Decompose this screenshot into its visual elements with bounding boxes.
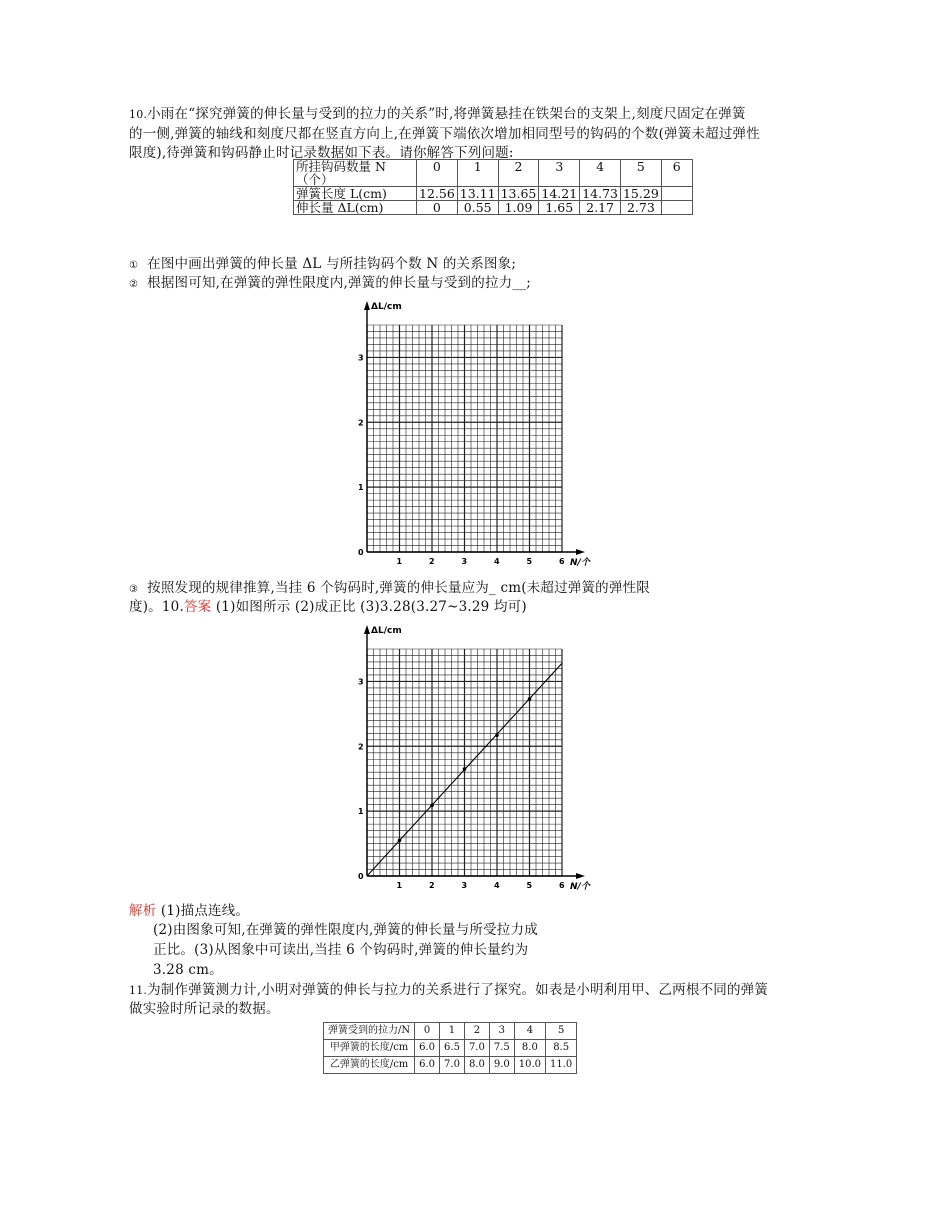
q10-answer-line bbox=[129, 597, 527, 617]
q10-sub2 bbox=[129, 273, 531, 295]
y-tick-label: 3 bbox=[358, 353, 364, 363]
x-axis-label: N/个 bbox=[570, 882, 590, 892]
analysis-text1: (1)描点连线。 bbox=[160, 903, 250, 919]
answer-text: (1)如图所示 (2)成正比 (3)3.28(3.27~3.29 均可) bbox=[215, 599, 527, 615]
q10-table-cell: 4 bbox=[580, 160, 621, 187]
origin-label: 0 bbox=[358, 872, 364, 881]
graph-answer bbox=[350, 622, 610, 892]
q11-table-cell: 6.0 bbox=[415, 1040, 440, 1057]
q11-table-cell: 5 bbox=[546, 1023, 577, 1040]
y-axis-label: ΔL/cm bbox=[371, 626, 402, 636]
q10-table-row-label: 所挂钩码数量 N（个） bbox=[294, 160, 417, 187]
data-point bbox=[430, 804, 434, 808]
q11-table-cell: 4 bbox=[514, 1023, 545, 1040]
q11-table-cell: 10.0 bbox=[514, 1057, 545, 1074]
q11-number: 11. bbox=[129, 984, 148, 997]
x-tick-label: 2 bbox=[429, 557, 435, 566]
q10-table-cell: 1 bbox=[457, 160, 498, 187]
q10-line1 bbox=[129, 104, 746, 125]
q10-sub1-mark: ① bbox=[129, 260, 139, 271]
q10-table-cell bbox=[661, 187, 692, 201]
q10-table-row-label: 弹簧长度 L(cm) bbox=[294, 187, 417, 201]
q10-line2: 的一侧,弹簧的轴线和刻度尺都在竖直方向上,在弹簧下端依次增加相同型号的钩码的个数(弹簧未超过弹性 bbox=[129, 126, 760, 142]
y-tick-label: 3 bbox=[358, 677, 364, 687]
x-axis-arrow bbox=[576, 873, 585, 879]
y-tick-label: 1 bbox=[358, 807, 364, 817]
y-tick-label: 1 bbox=[358, 483, 364, 493]
q11-table-cell: 7.0 bbox=[440, 1057, 465, 1074]
q10-table-cell: 6 bbox=[661, 160, 692, 187]
x-tick-label: 1 bbox=[396, 881, 403, 890]
q11-table-cell: 2 bbox=[464, 1023, 489, 1040]
q11-table-cell: 8.5 bbox=[546, 1040, 577, 1057]
q10-table-cell: 5 bbox=[620, 160, 661, 187]
x-axis-arrow bbox=[576, 549, 585, 555]
q10-table-cell: 3 bbox=[539, 160, 580, 187]
x-tick-label: 5 bbox=[526, 557, 533, 566]
q11-table-cell: 6.5 bbox=[440, 1040, 465, 1057]
q10-sub2-text: 根据图可知,在弹簧的弹性限度内,弹簧的伸长量与受到的拉力__; bbox=[147, 275, 531, 291]
q11-table-row-label: 乙弹簧的长度/cm bbox=[324, 1057, 415, 1074]
analysis-line1 bbox=[129, 901, 249, 921]
q11-table-row bbox=[324, 1057, 577, 1074]
q10-table-row bbox=[294, 201, 693, 215]
q11-table-cell: 7.0 bbox=[464, 1040, 489, 1057]
q11-table-cell: 6.0 bbox=[415, 1057, 440, 1074]
q10-number: 10. bbox=[129, 108, 148, 121]
q10-sub2-mark: ② bbox=[129, 279, 139, 290]
y-axis-arrow bbox=[364, 301, 370, 310]
q11-table-row bbox=[324, 1023, 577, 1040]
q10-sub3-line2: 度)。10. bbox=[129, 599, 184, 615]
q11-table-cell: 7.5 bbox=[489, 1040, 514, 1057]
q10-sub1-text: 在图中画出弹簧的伸长量 ΔL 与所挂钩码个数 N 的关系图象; bbox=[147, 256, 517, 272]
q10-table-cell: 2 bbox=[498, 160, 539, 187]
q11-table-row bbox=[324, 1040, 577, 1057]
q10-line3: 限度),待弹簧和钩码静止时记录数据如下表。请你解答下列问题: bbox=[129, 145, 514, 161]
q10-table-row bbox=[294, 160, 693, 187]
y-axis-arrow bbox=[364, 625, 370, 634]
x-tick-label: 6 bbox=[559, 557, 565, 566]
x-axis-label: N/个 bbox=[570, 558, 590, 568]
data-point bbox=[463, 767, 467, 771]
chart-grid bbox=[367, 325, 562, 552]
q10-table-cell: 14.73 bbox=[580, 187, 621, 201]
x-tick-label: 1 bbox=[396, 557, 403, 566]
origin-label: 0 bbox=[358, 548, 364, 557]
q11-line2: 做实验时所记录的数据。 bbox=[129, 1001, 280, 1017]
data-point bbox=[528, 697, 532, 701]
q11-table-cell: 1 bbox=[440, 1023, 465, 1040]
q11-table-row-label: 弹簧受到的拉力/N bbox=[324, 1023, 415, 1040]
analysis-line2: (2)由图象可知,在弹簧的弹性限度内,弹簧的伸长量与所受拉力成 bbox=[153, 922, 538, 938]
data-point bbox=[495, 733, 499, 737]
q10-table-cell: 15.29 bbox=[620, 187, 661, 201]
y-tick-label: 2 bbox=[358, 742, 364, 752]
q11-table-cell: 9.0 bbox=[489, 1057, 514, 1074]
q11-table-cell: 11.0 bbox=[546, 1057, 577, 1074]
chart-grid bbox=[367, 649, 562, 876]
x-tick-label: 5 bbox=[526, 881, 533, 890]
q10-table-cell: 0.55 bbox=[457, 201, 498, 215]
x-tick-label: 3 bbox=[461, 881, 468, 890]
q10-sub3-text: 按照发现的规律推算,当挂 6 个钩码时,弹簧的伸长量应为_ cm(未超过弹簧的弹性限 bbox=[147, 580, 650, 596]
answer-label: 答案 bbox=[183, 599, 212, 615]
data-point bbox=[398, 839, 402, 843]
q11-table-row-label: 甲弹簧的长度/cm bbox=[324, 1040, 415, 1057]
q10-table-cell: 1.65 bbox=[539, 201, 580, 215]
x-tick-label: 6 bbox=[559, 881, 565, 890]
q10-data-table bbox=[293, 159, 693, 215]
q11-table-cell: 3 bbox=[489, 1023, 514, 1040]
q10-table-cell: 13.11 bbox=[457, 187, 498, 201]
q11-table-cell: 8.0 bbox=[464, 1057, 489, 1074]
q10-table-cell: 2.73 bbox=[620, 201, 661, 215]
q10-table-cell: 12.56 bbox=[417, 187, 458, 201]
q10-table-cell: 2.17 bbox=[580, 201, 621, 215]
q11-table-cell: 8.0 bbox=[514, 1040, 545, 1057]
q10-table-cell: 1.09 bbox=[498, 201, 539, 215]
analysis-line4: 3.28 cm。 bbox=[153, 962, 223, 978]
q10-table-cell: 0 bbox=[417, 201, 458, 215]
analysis-label: 解析 bbox=[129, 903, 157, 919]
q10-table-row-label: 伸长量 ΔL(cm) bbox=[294, 201, 417, 215]
x-tick-label: 2 bbox=[429, 881, 435, 890]
q11-data-table bbox=[323, 1022, 577, 1074]
q11-line1 bbox=[129, 980, 768, 1001]
q10-table-cell: 0 bbox=[417, 160, 458, 187]
y-tick-label: 2 bbox=[358, 418, 364, 428]
x-tick-label: 4 bbox=[494, 881, 500, 890]
q10-table-cell: 14.21 bbox=[539, 187, 580, 201]
graph-blank bbox=[350, 298, 610, 568]
q10-line1-text: 小雨在“探究弹簧的伸长量与受到的拉力的关系”时,将弹簧悬挂在铁架台的支架上,刻度尺固定在弹簧 bbox=[147, 106, 746, 122]
x-tick-label: 4 bbox=[494, 557, 500, 566]
q10-table-cell: 13.65 bbox=[498, 187, 539, 201]
q10-sub3-mark: ③ bbox=[129, 584, 139, 595]
q11-table-cell: 0 bbox=[415, 1023, 440, 1040]
y-axis-label: ΔL/cm bbox=[371, 302, 402, 312]
q11-line1-text: 为制作弹簧测力计,小明对弹簧的伸长与拉力的关系进行了探究。如表是小明利用甲、乙两根不同的弹簧 bbox=[147, 982, 769, 998]
q10-table-cell bbox=[661, 201, 692, 215]
analysis-line3: 正比。(3)从图象中可读出,当挂 6 个钩码时,弹簧的伸长量约为 bbox=[153, 942, 529, 958]
q10-table-row bbox=[294, 187, 693, 201]
x-tick-label: 3 bbox=[461, 557, 468, 566]
